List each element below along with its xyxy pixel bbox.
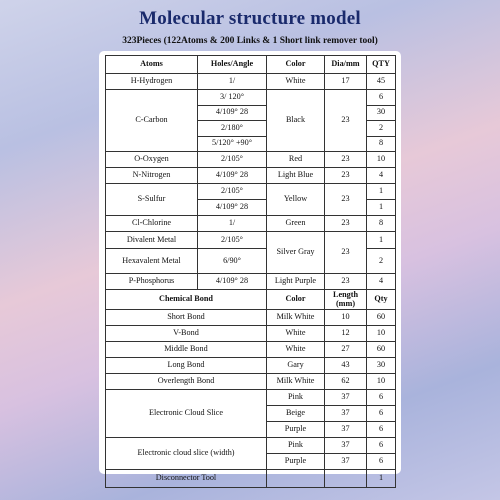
bond-name: Electronic cloud slice (width): [106, 438, 267, 470]
atom-dia: 23: [325, 152, 367, 168]
atom-qty: 45: [367, 74, 396, 90]
atom-dia: 23: [325, 90, 367, 152]
atom-qty: 8: [367, 136, 396, 152]
atom-holes: 2/180°: [198, 121, 267, 137]
table-row: [106, 274, 396, 290]
bond-length: 37: [325, 438, 367, 454]
bond-length: [325, 470, 367, 488]
atom-holes: 2/105°: [198, 152, 267, 168]
bond-name: Long Bond: [106, 358, 267, 374]
bond-color: [267, 470, 325, 488]
bond-color: Gary: [267, 358, 325, 374]
atom-holes: 1/: [198, 216, 267, 232]
atom-dia: 23: [325, 274, 367, 290]
header-atoms: Atoms: [106, 56, 198, 74]
atom-color: Black: [267, 90, 325, 152]
bond-name: Electronic Cloud Slice: [106, 390, 267, 438]
bond-length: 62: [325, 374, 367, 390]
bond-qty: 30: [367, 358, 396, 374]
atom-name: O-Oxygen: [106, 152, 198, 168]
atom-color: Green: [267, 216, 325, 232]
atom-name: H-Hydrogen: [106, 74, 198, 90]
bond-qty: 6: [367, 454, 396, 470]
bond-length: 27: [325, 342, 367, 358]
table-row: [106, 184, 396, 200]
header-qty: QTY: [367, 56, 396, 74]
atom-qty: 4: [367, 168, 396, 184]
table-row: [106, 358, 396, 374]
atom-qty: 2: [367, 249, 396, 274]
bond-color: Milk White: [267, 310, 325, 326]
bond-color: Milk White: [267, 374, 325, 390]
bond-qty: 6: [367, 438, 396, 454]
atom-name: Cl-Chlorine: [106, 216, 198, 232]
atom-qty: 8: [367, 216, 396, 232]
bond-name: Middle Bond: [106, 342, 267, 358]
atom-dia: 23: [325, 184, 367, 216]
atom-holes: 4/109° 28: [198, 200, 267, 216]
atom-color: Red: [267, 152, 325, 168]
atom-qty: 4: [367, 274, 396, 290]
parts-card: [99, 51, 401, 483]
bond-qty: 60: [367, 342, 396, 358]
atom-holes: 1/: [198, 74, 267, 90]
atom-name: P-Phosphorus: [106, 274, 198, 290]
atom-holes: 6/90°: [198, 249, 267, 274]
table-row: [106, 390, 396, 406]
page-title: Molecular structure model: [139, 8, 361, 29]
atom-qty: 1: [367, 184, 396, 200]
table-row: [106, 168, 396, 184]
bond-name: V-Bond: [106, 326, 267, 342]
bond-length: 37: [325, 454, 367, 470]
bond-length: 43: [325, 358, 367, 374]
bond-color: White: [267, 342, 325, 358]
bond-qty: 6: [367, 390, 396, 406]
atom-color: Yellow: [267, 184, 325, 216]
bond-qty: 10: [367, 374, 396, 390]
page-subtitle: 323Pieces (122Atoms & 200 Links & 1 Short link remover tool): [122, 36, 378, 46]
atom-holes: 4/109° 28: [198, 105, 267, 121]
atom-name: Hexavalent Metal: [106, 249, 198, 274]
table-row: [106, 232, 396, 249]
bond-qty: 6: [367, 406, 396, 422]
atom-qty: 2: [367, 121, 396, 137]
atom-holes: 2/105°: [198, 232, 267, 249]
bond-length: 12: [325, 326, 367, 342]
bond-name: Disconnector Tool: [106, 470, 267, 488]
atom-qty: 6: [367, 90, 396, 106]
atom-dia: 17: [325, 74, 367, 90]
atom-dia: 23: [325, 216, 367, 232]
bonds-header-row: [106, 290, 396, 310]
bond-color: Purple: [267, 422, 325, 438]
bond-color: White: [267, 326, 325, 342]
header-bond: Chemical Bond: [106, 290, 267, 310]
atom-name: S-Sulfur: [106, 184, 198, 216]
table-row: [106, 470, 396, 488]
header-color: Color: [267, 56, 325, 74]
atom-qty: 1: [367, 232, 396, 249]
bond-color: Purple: [267, 454, 325, 470]
table-row: [106, 216, 396, 232]
atom-qty: 1: [367, 200, 396, 216]
parts-table: [105, 55, 396, 488]
atom-name: N-Nitrogen: [106, 168, 198, 184]
atom-qty: 30: [367, 105, 396, 121]
table-row: [106, 152, 396, 168]
bond-name: Short Bond: [106, 310, 267, 326]
bond-qty: 6: [367, 422, 396, 438]
header-holes: Holes/Angle: [198, 56, 267, 74]
atom-holes: 4/109° 28: [198, 274, 267, 290]
bond-qty: 1: [367, 470, 396, 488]
bond-length: 37: [325, 422, 367, 438]
table-row: [106, 326, 396, 342]
header-bond-qty: Qty: [367, 290, 396, 310]
atom-color: Silver Gray: [267, 232, 325, 274]
bond-qty: 10: [367, 326, 396, 342]
atom-dia: 23: [325, 168, 367, 184]
table-row: [106, 310, 396, 326]
atom-holes: 4/109° 28: [198, 168, 267, 184]
header-length: Length (mm): [325, 290, 367, 310]
atom-qty: 10: [367, 152, 396, 168]
bond-color: Beige: [267, 406, 325, 422]
table-row: [106, 90, 396, 106]
atoms-header-row: [106, 56, 396, 74]
atom-dia: 23: [325, 232, 367, 274]
bond-color: Pink: [267, 438, 325, 454]
bond-name: Overlength Bond: [106, 374, 267, 390]
bond-color: Pink: [267, 390, 325, 406]
table-row: [106, 74, 396, 90]
bond-length: 37: [325, 406, 367, 422]
atom-holes: 5/120° +90°: [198, 136, 267, 152]
bond-length: 10: [325, 310, 367, 326]
bond-length: 37: [325, 390, 367, 406]
atom-color: Light Purple: [267, 274, 325, 290]
atom-name: C-Carbon: [106, 90, 198, 152]
header-dia: Dia/mm: [325, 56, 367, 74]
table-row: [106, 342, 396, 358]
header-bond-color: Color: [267, 290, 325, 310]
atom-color: Light Blue: [267, 168, 325, 184]
atom-holes: 2/105°: [198, 184, 267, 200]
atom-name: Divalent Metal: [106, 232, 198, 249]
table-row: [106, 438, 396, 454]
atom-holes: 3/ 120°: [198, 90, 267, 106]
atom-color: White: [267, 74, 325, 90]
bond-qty: 60: [367, 310, 396, 326]
table-row: [106, 374, 396, 390]
